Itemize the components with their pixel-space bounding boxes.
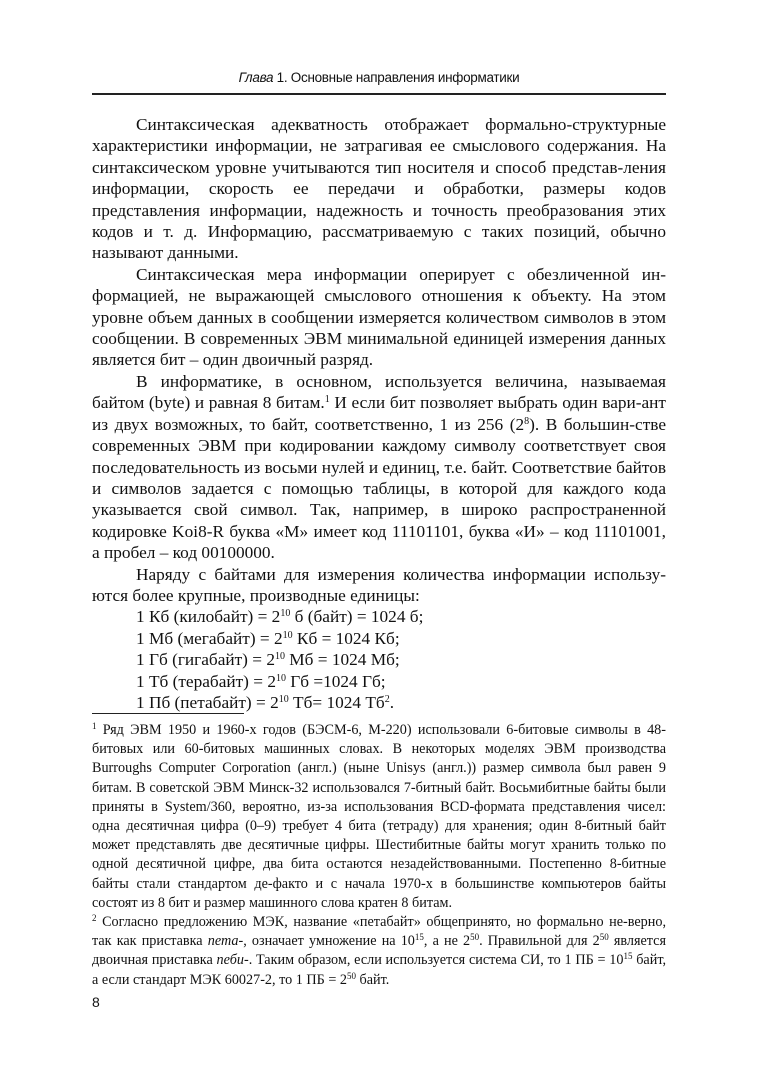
paragraph-larger-units: Наряду с байтами для измерения количества информации использу-ются более крупные, производные единицы: [92,564,666,605]
footnote-ref-2[interactable]: 2 [384,693,390,705]
footnote-divider [92,713,244,714]
footnote-1: $^1$ Ряд ЭВМ 1950 и 1960-х годов (БЭСМ-6, М-220) использовали 6-битовые символы в 48-битовых или 60-битовых машинных словах. В некоторых моделях ЭВМ производства Burroughs Computer Corporation (англ.) (ныне Unisys (англ.)) размер символа был равен 9 битам. В советской ЭВМ Минск-32 использовался 7-битный байт. Восьмибитные байты были приняты в System/360, вероятно, из-за использования BCD-формата представления чисел: одна десятичная цифра (0–9) требует 4 бита (тетраду) для хранения; один 8-битный байт может представлять две десятичные цифры. Шестибитные байты могут хранить только по одной десятичной цифре, два бита остаются незадействованными. Постепенно 8-битные байты стали стандартом де-факто и с начала 1970-х в большинстве компьютеров байты состоят из 8 бит и размер машинного слова кратен 8 битам. [92,721,666,911]
footnotes [92,721,666,990]
page-number: 8 [92,994,100,1010]
paragraph-syntactic-measure: Синтаксическая мера информации оперирует с обезличенной ин-формацией, не выражающей смыслового отношения к объекту. На этом уровне объем данных в сообщении измеряется количеством символов в этом сообщении. В современных ЭВМ минимальной единицей измерения данных является бит – один двоичный разряд. [92,264,666,370]
unit-tb: 1 Тб (терабайт) = $2^{10}$ Гб =1024 Гб; [136,671,386,691]
unit-kb: 1 Кб (килобайт) = $2^{10}$ б (байт) = 1024 б; [136,607,424,627]
footnote-ref-1[interactable]: 1 [324,394,330,406]
footnote-2: $^2$ Согласно предложению МЭК, название «петабайт» общепринято, но формально не-верно, так как приставка пета-, означает умножение на $10^{15}$, а не $2^{50}$. Правильной для $2^{50}$ является двоичная приставка пеби-. Таким образом, если используется система СИ, то 1 ПБ = $10^{15}$ байт, а если стандарт МЭК 60027-2, то 1 ПБ = $2^{50}$ байт. [92,913,667,988]
unit-pb: 1 Пб (петабайт) = $2^{10}$ Тб= 1024 $Тб^2$. [136,692,395,712]
header-divider [92,93,666,95]
running-header [92,70,666,85]
paragraph-syntactic-adequacy: Синтаксическая адекватность отображает формально-структурные характеристики информации, не затрагивая ее смыслового содержания. На синтаксическом уровне учитываются тип носителя и способ представ-ления информации, скорость ее передачи и обработки, размеры кодов представления информации, надежность и точность преобразования этих кодов и т. д. Информацию, рассматриваемую с таких позиций, обычно называют данными. [92,115,666,263]
chapter-title: 1. Основные направления информатики [273,70,520,85]
chapter-word: Глава [238,70,274,85]
main-text [92,114,666,713]
paragraph-byte: В информатике, в основном, используется величина, называемая байтом (byte) и равная 8 битам.$^1$ И если бит позволяет выбрать один вари-ант из двух возможных, то байт, соответственно, 1 из 256 $(2^8)$. В большин-стве современных ЭВМ при кодировании каждому символу соответствует своя последовательность из восьми нулей и единиц, т.е. байт. Соответствие байтов и символов задается с помощью таблицы, в которой для каждого кода указывается свой символ. Так, например, в широко распространенной кодировке Koi8-R буква «М» имеет код 11101101, буква «И» – код 11101001, а пробел – код 00100000. [92,371,666,563]
unit-gb: 1 Гб (гигабайт) = $2^{10}$ Мб = 1024 Мб; [136,650,400,670]
units-list [92,606,666,713]
unit-mb: 1 Мб (мегабайт) = $2^{10}$ Кб = 1024 Кб; [136,628,400,648]
